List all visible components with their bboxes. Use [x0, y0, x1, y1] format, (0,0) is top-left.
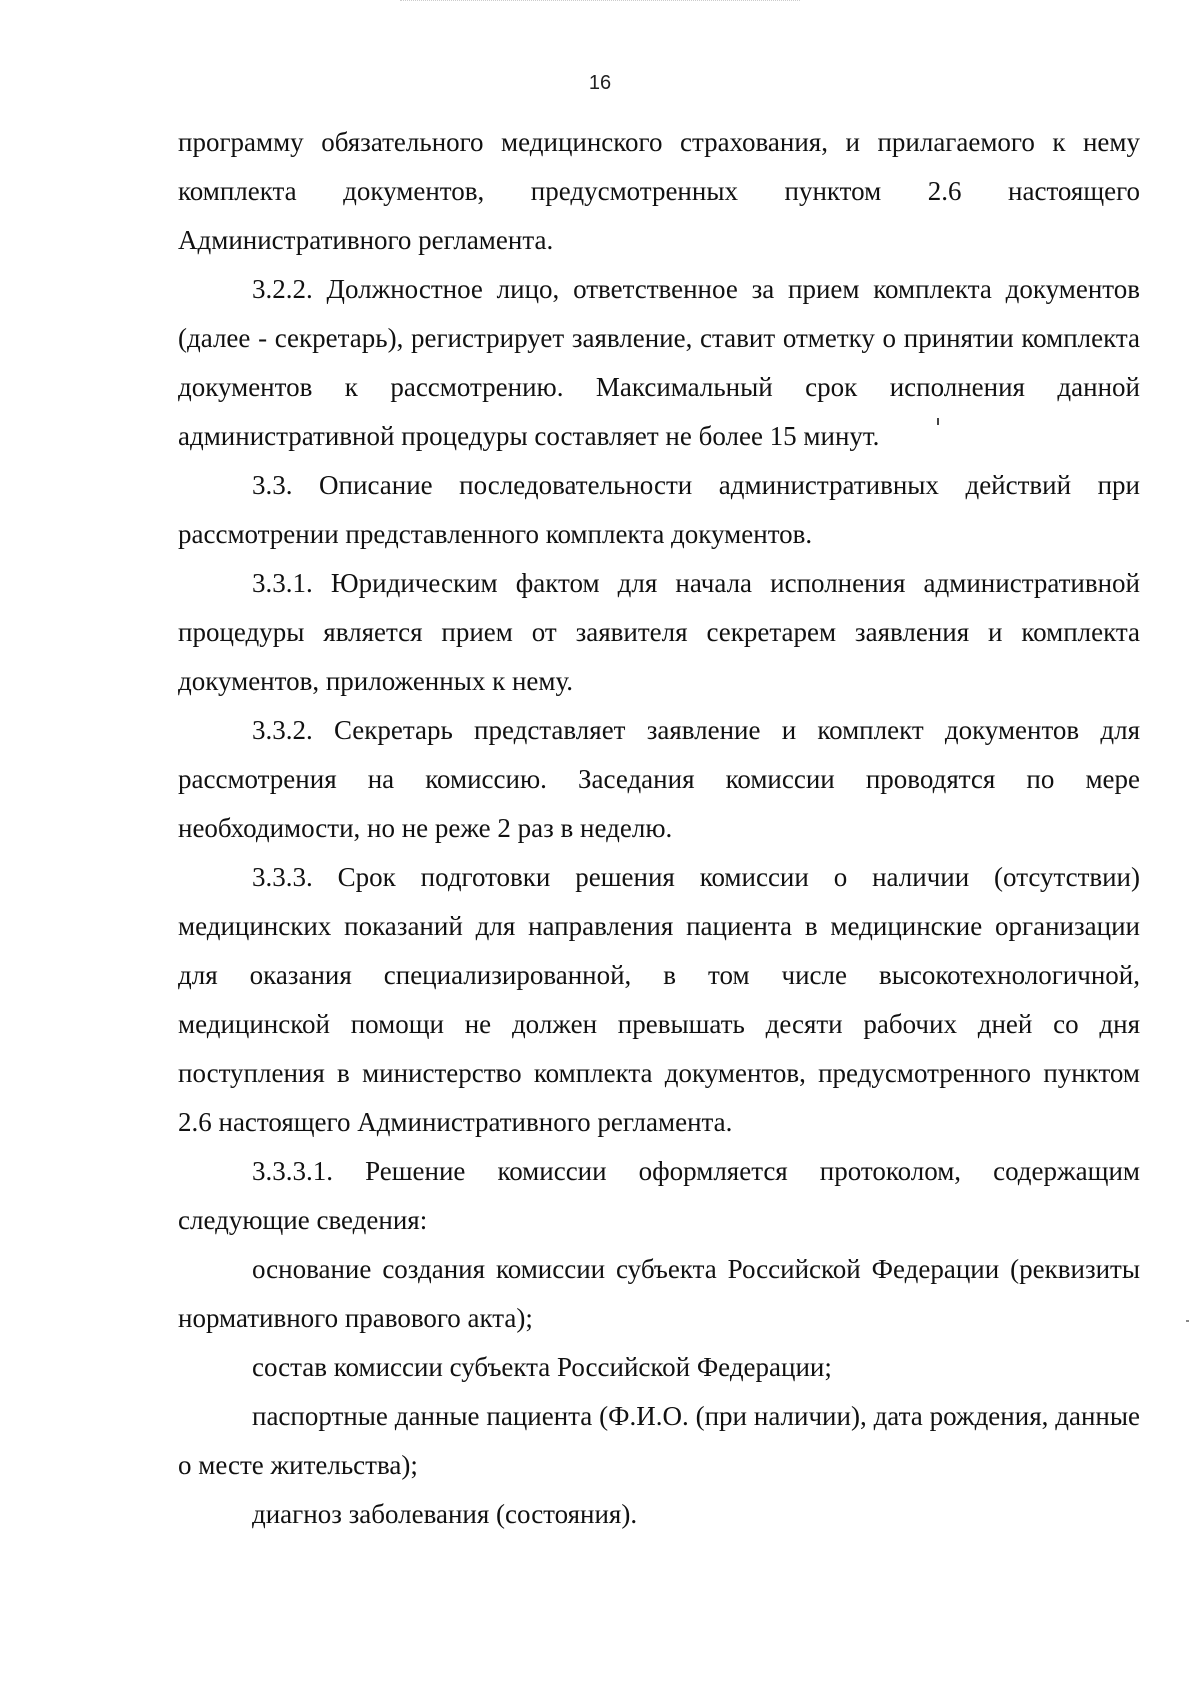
paragraph-3-3: 3.3. Описание последовательности административных действий при рассмотрении представленного комплекта документов.	[178, 470, 1140, 549]
list-item-passport-data: паспортные данные пациента (Ф.И.О. (при наличии), дата рождения, данные о месте жительства);	[178, 1401, 1140, 1480]
paragraph-3-3-3-1: 3.3.3.1. Решение комиссии оформляется протоколом, содержащим следующие сведения:	[178, 1156, 1140, 1235]
scan-artifact-dot	[1186, 1320, 1189, 1322]
paragraph-3-2-2: 3.2.2. Должностное лицо, ответственное за прием комплекта документов (далее - секретарь), регистрирует заявление, ставит отметку о принятии комплекта документов к рассмотрению. Максимальный срок исполнения данной административной процедуры составляет не более 15 минут.	[178, 274, 1140, 451]
list-item-diagnosis: диагноз заболевания (состояния).	[252, 1499, 638, 1529]
paragraph-3-3-1: 3.3.1. Юридическим фактом для начала исполнения административной процедуры является прием от заявителя секретарем заявления и комплекта документов, приложенных к нему.	[178, 568, 1140, 696]
paragraph-3-3-2: 3.3.2. Секретарь представляет заявление и комплект документов для рассмотрения на комиссию. Заседания комиссии проводятся по мере необходимости, но не реже 2 раз в неделю.	[178, 715, 1140, 843]
paragraph-3-3-3: 3.3.3. Срок подготовки решения комиссии о наличии (отсутствии) медицинских показаний для направления пациента в медицинские организации для оказания специализированной, в том числе высокотехнологичной, медицинской помощи не должен превышать десяти рабочих дней со дня поступления в министерство комплекта документов, предусмотренного пунктом 2.6 настоящего Административного регламента.	[178, 862, 1140, 1137]
scan-artifact-tick	[937, 418, 939, 425]
document-body	[178, 118, 1140, 1539]
list-item-composition: состав комиссии субъекта Российской Федерации;	[252, 1352, 832, 1382]
list-item-basis: основание создания комиссии субъекта Российской Федерации (реквизиты нормативного правового акта);	[178, 1254, 1140, 1333]
paragraph-continuation: программу обязательного медицинского страхования, и прилагаемого к нему комплекта документов, предусмотренных пунктом 2.6 настоящего Административного регламента.	[178, 127, 1140, 255]
page-number: 16	[588, 72, 612, 94]
scan-artifact	[400, 0, 800, 3]
